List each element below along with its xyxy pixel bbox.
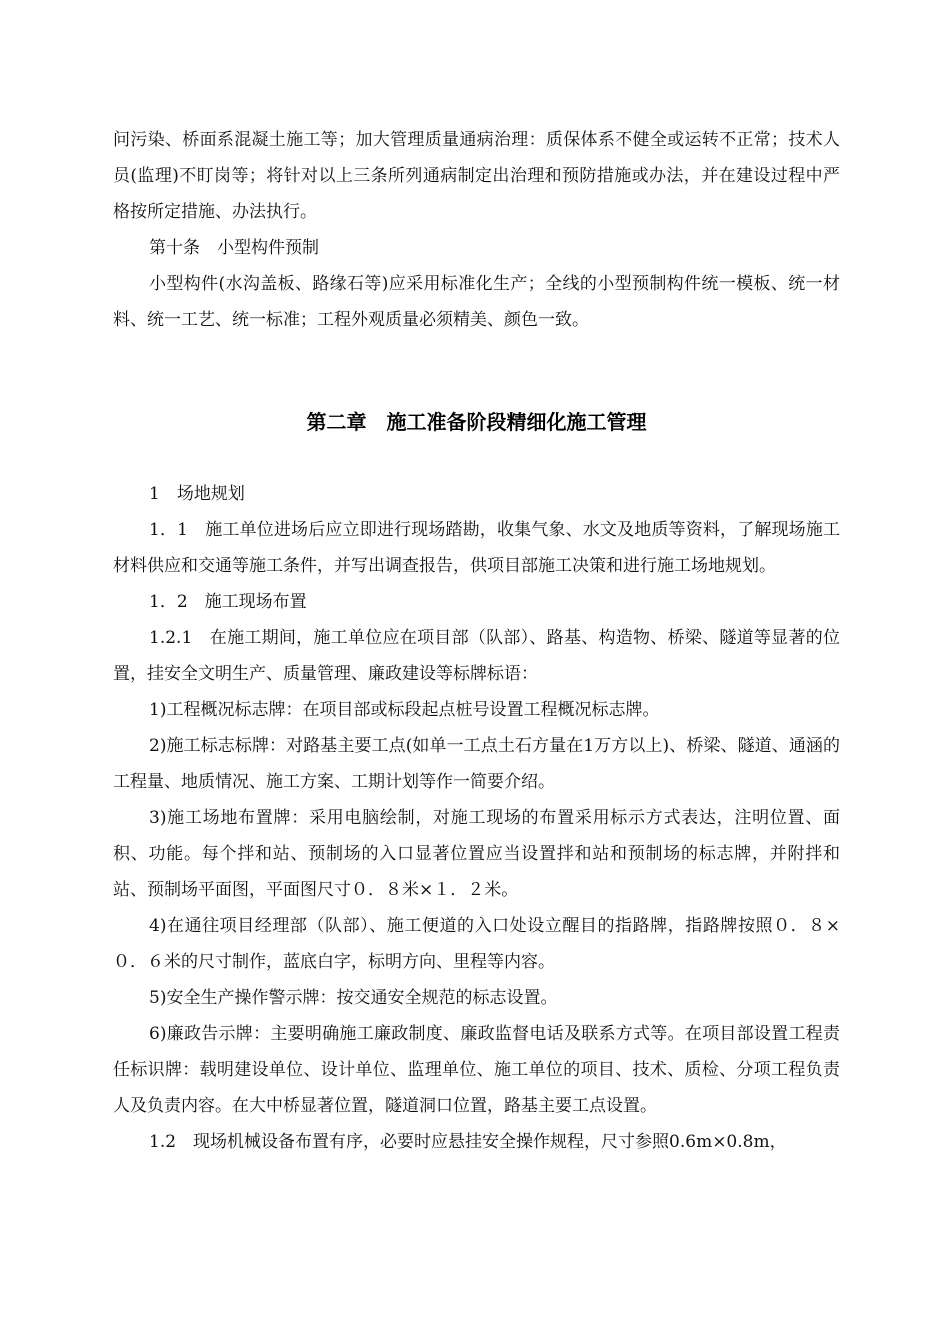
body-paragraph: 问污染、桥面系混凝土施工等；加大管理质量通病治理：质保体系不健全或运转不正常；技术人员(监理)不盯岗等；将针对以上三条所列通病制定出治理和预防措施或办法，并在建设过程中严格按所定措施、办法执行。 — [113, 130, 840, 222]
section-heading: 1．2 施工现场布置 — [149, 592, 307, 612]
body-paragraph: 1．1 施工单位进场后应立即进行现场踏勘，收集气象、水文及地质等资料，了解现场施工材料供应和交通等施工条件，并写出调查报告，供项目部施工决策和进行施工场地规划。 — [113, 520, 840, 576]
list-item: 4)在通往项目经理部（队部）、施工便道的入口处设立醒目的指路牌，指路牌按照０．８×０．６米的尺寸制作，蓝底白字，标明方向、里程等内容。 — [113, 916, 840, 972]
body-paragraph: 1.2.1 在施工期间，施工单位应在项目部（队部）、路基、构造物、桥梁、隧道等显著的位置，挂安全文明生产、质量管理、廉政建设等标牌标语： — [113, 628, 840, 684]
chapter-section — [113, 404, 840, 440]
body-paragraph: 小型构件(水沟盖板、路缘石等)应采用标准化生产；全线的小型预制构件统一模板、统一材料、统一工艺、统一标准；工程外观质量必须精美、颜色一致。 — [113, 274, 840, 330]
article-heading: 第十条 小型构件预制 — [149, 238, 319, 258]
list-item: 5)安全生产操作警示牌：按交通安全规范的标志设置。 — [149, 988, 558, 1008]
list-item: 6)廉政告示牌：主要明确施工廉政制度、廉政监督电话及联系方式等。在项目部设置工程责任标识牌：载明建设单位、设计单位、监理单位、施工单位的项目、技术、质检、分项工程负责人及负责内容。在大中桥显著位置，隧道洞口位置，路基主要工点设置。 — [113, 1024, 840, 1116]
list-item: 2)施工标志标牌：对路基主要工点(如单一工点土石方量在1万方以上)、桥梁、隧道、通涵的工程量、地质情况、施工方案、工期计划等作一简要介绍。 — [113, 736, 840, 792]
list-item: 1)工程概况标志牌：在项目部或标段起点桩号设置工程概况标志牌。 — [149, 700, 660, 720]
body-top-section — [113, 122, 840, 338]
section-heading: 1 场地规划 — [149, 484, 245, 504]
chapter-title: 第二章 施工准备阶段精细化施工管理 — [306, 410, 647, 434]
body-bottom-section — [113, 476, 840, 1160]
body-paragraph: 1.2 现场机械设备布置有序，必要时应悬挂安全操作规程，尺寸参照0.6m×0.8m， — [149, 1132, 787, 1152]
list-item: 3)施工场地布置牌：采用电脑绘制，对施工现场的布置采用标示方式表达，注明位置、面积、功能。每个拌和站、预制场的入口显著位置应当设置拌和站和预制场的标志牌，并附拌和站、预制场平面图，平面图尺寸０．８米×１．２米。 — [113, 808, 840, 900]
